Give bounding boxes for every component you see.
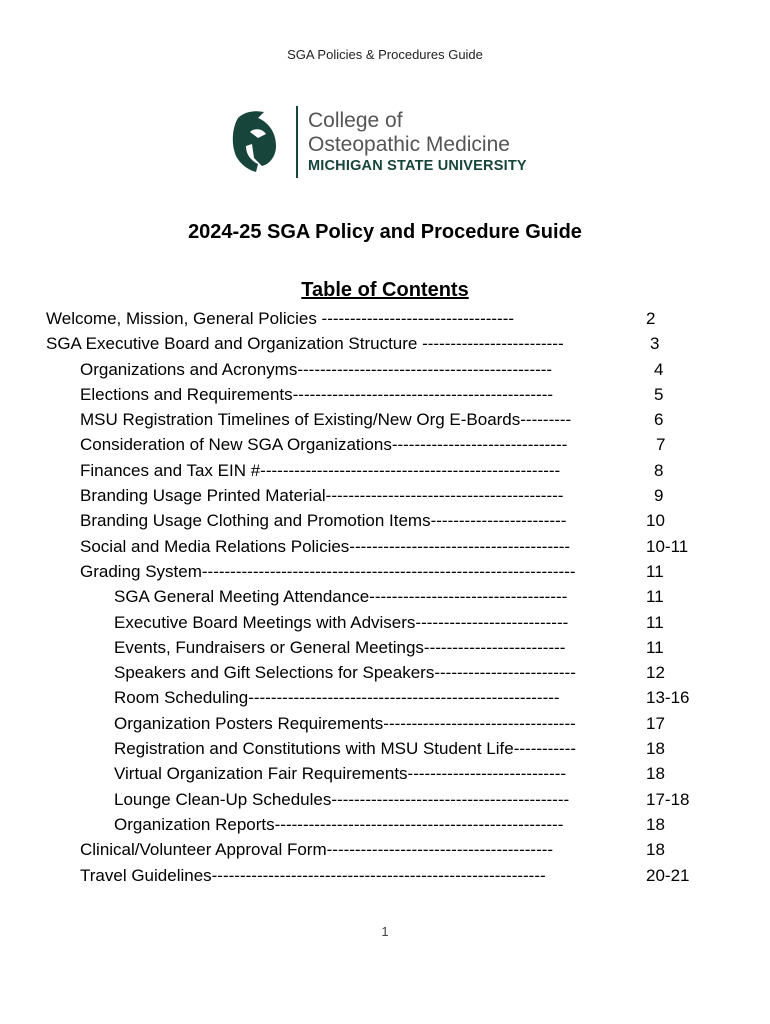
toc-item-page: 3 [650,334,660,354]
table-of-contents [0,306,770,888]
toc-item-page: 11 [646,587,664,607]
toc-item-page: 9 [654,486,664,506]
toc-item [0,331,770,356]
toc-item [0,761,770,786]
toc-item-title: Organization Reports--------------------------------------------------- [114,814,564,834]
toc-item [0,635,770,660]
toc-item-title: Lounge Clean-Up Schedules------------------------------------------ [114,789,570,809]
running-header: SGA Policies & Procedures Guide [287,47,483,62]
college-logo [228,104,548,180]
toc-item [0,559,770,584]
toc-item [0,508,770,533]
toc-item-title: Organizations and Acronyms--------------------------------------------- [80,359,553,379]
toc-item-title: Consideration of New SGA Organizations------------------------------- [80,435,568,455]
toc-item-title: Organization Posters Requirements---------------------------------- [114,713,576,733]
toc-item [0,685,770,710]
toc-item-page: 18 [646,739,665,759]
toc-item-page: 12 [646,663,665,683]
spartan-helmet-icon [228,110,282,174]
toc-item-title: Travel Guidelines----------------------------------------------------------- [80,865,546,885]
toc-item [0,458,770,483]
toc-item-page: 4 [654,359,664,379]
toc-item [0,407,770,432]
logo-university-name: MICHIGAN STATE UNIVERSITY [308,158,527,174]
toc-item-page: 10-11 [646,536,689,556]
toc-item [0,382,770,407]
toc-item [0,837,770,862]
toc-item-title: Social and Media Relations Policies--------------------------------------- [80,536,571,556]
toc-item-page: 18 [646,764,665,784]
toc-item-page: 7 [656,435,666,455]
toc-item-page: 17-18 [646,789,690,809]
toc-item [0,432,770,457]
toc-item-title: SGA Executive Board and Organization Structure ------------------------- [46,334,564,354]
toc-item [0,483,770,508]
toc-item-title: Room Scheduling------------------------------------------------------- [114,688,560,708]
toc-item-page: 6 [654,410,664,430]
toc-item-page: 18 [646,840,665,860]
toc-item-page: 5 [654,384,664,404]
toc-item-title: SGA General Meeting Attendance----------------------------------- [114,587,568,607]
toc-item-page: 11 [646,612,664,632]
toc-item-page: 20-21 [646,865,690,885]
toc-item [0,660,770,685]
toc-item-title: MSU Registration Timelines of Existing/New Org E-Boards--------- [80,410,572,430]
page-number: 1 [381,924,389,939]
toc-heading: Table of Contents [301,279,469,301]
toc-item [0,787,770,812]
toc-item [0,306,770,331]
toc-item-page: 18 [646,814,665,834]
toc-item-title: Welcome, Mission, General Policies ---------------------------------- [46,309,515,328]
toc-item-title: Speakers and Gift Selections for Speakers------------------------- [114,663,576,683]
toc-item-page: 10 [646,511,665,531]
toc-item-title: Elections and Requirements---------------------------------------------- [80,384,554,404]
logo-divider [296,106,298,178]
toc-item-page: 11 [646,561,664,581]
toc-item-title: Executive Board Meetings with Advisers--------------------------- [114,612,569,632]
toc-item [0,711,770,736]
toc-item [0,812,770,837]
logo-osteopathic-medicine: Osteopathic Medicine [308,133,510,156]
toc-item [0,610,770,635]
toc-item [0,863,770,888]
toc-item-title: Events, Fundraisers or General Meetings------------------------- [114,637,566,657]
toc-item-page: 8 [654,460,664,480]
toc-item [0,736,770,761]
toc-item-page: 13-16 [646,688,690,708]
toc-item-title: Branding Usage Printed Material------------------------------------------ [80,486,564,506]
toc-item-title: Grading System------------------------------------------------------------------ [80,561,576,581]
toc-item-title: Clinical/Volunteer Approval Form---------------------------------------- [80,840,554,860]
toc-item-page: 17 [646,713,665,733]
toc-item-title: Virtual Organization Fair Requirements---------------------------- [114,764,567,784]
toc-item-title: Branding Usage Clothing and Promotion Items------------------------ [80,511,567,531]
toc-item-page: 11 [646,637,664,657]
document-title: 2024-25 SGA Policy and Procedure Guide [188,221,582,243]
toc-item [0,357,770,382]
logo-college-of: College of [308,109,403,132]
toc-item-title: Finances and Tax EIN #----------------------------------------------------- [80,460,561,480]
toc-item [0,534,770,559]
toc-item-title: Registration and Constitutions with MSU Student Life----------- [114,739,576,759]
toc-item [0,584,770,609]
toc-item-page: 2 [646,309,656,328]
